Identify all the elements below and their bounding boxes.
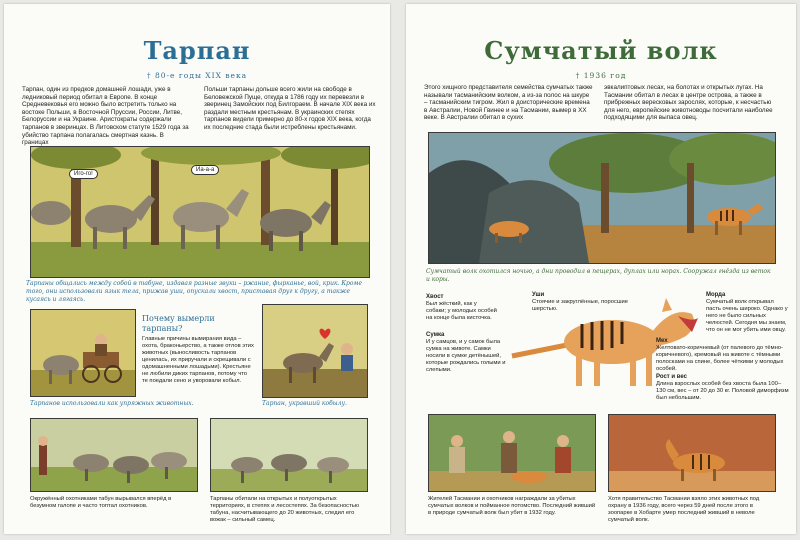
- pouch-label-text: И у самцов, и у самок была сумка на животе. Самки носили в сумке детёнышей, которые рождались голыми и слепыми.: [426, 339, 506, 373]
- fur-label-heading: Мех: [656, 338, 668, 344]
- zoo-caption: Хотя правительство Тасмании взяло этих животных под охрану в 1936 году, всего через 59 дней после этого в зоопарке в Хобарте умер последний живший в неволе сумчатый волк.: [608, 496, 760, 523]
- muzzle-label: [706, 292, 788, 334]
- stolen-mare-caption: Тарпан, укравший кобылу.: [262, 400, 347, 407]
- ears-label-heading: Уши: [532, 292, 545, 298]
- left-intro-col2: Польши тарпаны дольше всего жили на свободе в Беловежской Пуще, откуда в 1786 году их перевезли в зверинец Замойских под Билгораем. В начале XIX века их раздали местным крестьянам. В украинских степях тарпанов видели примерно до 80-х годов XIX века, когда их последние стада были истреблены крестьянами.: [204, 86, 376, 131]
- thylacine-habitat-caption: Сумчатый волк охотился ночью, а дни проводил в пещерах, дуплах или норах. Сооружал гнёзда из веток и коры.: [426, 268, 771, 283]
- why-extinct-heading: Почему вымерли тарпаны?: [142, 314, 215, 333]
- muzzle-label-text: Сумчатый волк открывал пасть очень широко. Однако у него не было сильных челюстей. Сегодня мы знаем, что он не мог убить ими овцу.: [706, 299, 788, 333]
- ears-label-text: Стоячие и закруглённые, поросшие шерстью.: [532, 299, 628, 312]
- thylacine-habitat-illustration: [428, 132, 776, 264]
- size-label: [656, 374, 790, 402]
- zoo-panel: [608, 414, 776, 492]
- size-label-heading: Рост и вес: [656, 374, 687, 380]
- tail-label-heading: Хвост: [426, 294, 444, 300]
- herd-leader-caption: Тарпаны обитали на открытых и полуоткрытых территориях, в степях и лесостепях. За безопасностью табуна, насчитывающего до 20 животных, следил его вожак – сильный самец.: [210, 496, 360, 523]
- left-intro-col1: Тарпан, один из предков домашней лошади, уже в ледниковый период обитал в Европе. В конце Средневековья его можно было встретить только на востоке Польши, в Восточной Пруссии, России, Литве, Белоруссии и на Украине. Аристократы содержали тарпанов в зверинцах. В Литовском статуте 1529 года за убийство тарпана полагалась смертная казнь. В границах: [22, 86, 189, 147]
- herd-leader-panel: [210, 418, 368, 492]
- hunters-reward-scene: [429, 415, 595, 491]
- pouch-label: [426, 332, 506, 374]
- tarpan-herd-caption: Тарпаны общались между собой в табуне, издавая разные звуки – ржание, фырканье, вой, крик. Кроме того, они использовали язык тела, прижав уши, опускали хвост, приставая друг к другу, а также кусаясь и лягаясь.: [26, 280, 363, 303]
- speech-bubble-2: Иа-а-а: [191, 165, 219, 175]
- right-page-subtitle: † 1936 год: [575, 71, 627, 80]
- muzzle-label-heading: Морда: [706, 292, 726, 298]
- speech-bubble-1: Иго-го!: [69, 169, 98, 179]
- tail-label: [426, 294, 498, 322]
- fur-label-text: Желтовато-коричневый (от палевого до тёмно-коричневого), кремовый на животе с тёмными полосками на спине, более чёткими у молодых особей.: [656, 345, 784, 372]
- right-page: [406, 4, 796, 534]
- right-intro-col1: Этого хищного представителя семейства сумчатых также называли тасманийским волком, а из-за полос на шкуре – тасманийским тигром. Жил в доисторические времена в Австралии, Новой Гвинее и на Тасмании, вымер в XX веке. В Австралии обитал в сухих: [424, 84, 593, 122]
- left-page-subtitle: † 80-е годы XIX века: [146, 71, 248, 80]
- left-page-title: Тарпан: [143, 36, 251, 65]
- thylacine-habitat-scene: [429, 133, 775, 263]
- size-label-text: Длина взрослых особей без хвоста была 100–130 см, вес – от 20 до 30 кг. Половой диморфизм был небольшим.: [656, 381, 789, 401]
- left-page: [4, 4, 390, 534]
- hunters-scene: [31, 419, 197, 491]
- fur-label: [656, 338, 790, 373]
- hunters-reward-caption: Жителей Тасмании и охотников награждали за убитых сумчатых волков и пойманное потомство. Последний живший в природе сумчатый волк был убит в 1932 году.: [428, 496, 596, 516]
- ears-label: [532, 292, 632, 313]
- zoo-scene: [609, 415, 775, 491]
- stolen-mare-scene: [263, 305, 367, 397]
- tail-label-text: Был жёсткий, как у собаки; у молодых особей на конце была кисточка.: [426, 301, 497, 321]
- cart-caption: Тарпанов использовали как упряжных животных.: [30, 400, 194, 407]
- hunters-caption: Окружённый охотниками табун вырывался вперёд в безумном галопе и часто топтал охотников.: [30, 496, 172, 509]
- hunters-reward-panel: [428, 414, 596, 492]
- right-intro-col2: эвкалиптовых лесах, на болотах и открытых лугах. На Тасмании обитал в лесах в центре острова, а также в прибрежных вересковых зарослях, которые, к несчастью для него, европейские животноводы посчитали наиболее подходящими для выпаса овец.: [604, 84, 773, 122]
- hunters-panel: [30, 418, 198, 492]
- why-extinct-text: Главные причины вымирания вида – охота, браконьерство, а также отлов этих животных (выносливость тарпанов ценилась, их приручали и скрещивали с одомашненными лошадьми). Крестьяне не любили диких тарпанов, потому что те поедали сено и уворовали кобыл.: [142, 336, 254, 384]
- right-page-title: Сумчатый волк: [484, 36, 718, 65]
- herd-leader-scene: [211, 419, 367, 491]
- cart-scene: [31, 310, 135, 396]
- tarpan-stolen-mare-illustration: [262, 304, 368, 398]
- tarpan-herd-illustration: [30, 146, 370, 278]
- tarpan-cart-illustration: [30, 309, 136, 397]
- pouch-label-heading: Сумка: [426, 332, 445, 338]
